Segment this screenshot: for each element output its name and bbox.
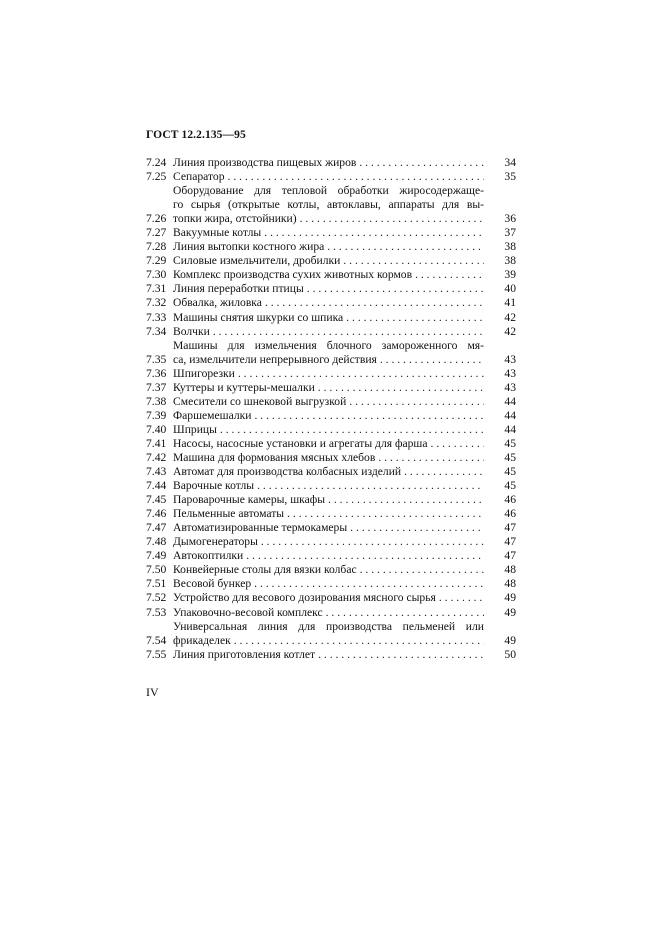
dot-leader (346, 311, 484, 325)
toc-entry-number: 7.55 (146, 647, 167, 661)
toc-entry-number: 7.52 (146, 591, 167, 605)
toc-entry (146, 437, 516, 451)
toc-entry-title: Фаршемешалки (173, 408, 252, 422)
toc-entry-title: Весовой бункер (173, 577, 252, 591)
toc-entry-number: 7.47 (146, 521, 167, 535)
toc-entry-number: 7.32 (146, 296, 167, 310)
toc-entry-number: 7.46 (146, 507, 167, 521)
toc-entry-number: 7.48 (146, 535, 167, 549)
toc-entry-title: топки жира, отстойники) (173, 212, 297, 226)
toc-entry-number: 7.24 (146, 156, 167, 169)
toc-entry (146, 170, 516, 184)
toc-entry (146, 521, 516, 535)
toc-entry-title: са, измельчители непрерывного действия (173, 352, 377, 366)
dot-leader (378, 451, 484, 465)
dot-leader (238, 367, 484, 381)
toc-entry (146, 479, 516, 493)
toc-entry-title: Пароварочные камеры, шкафы (173, 493, 326, 507)
toc-entry-page: 46 (504, 493, 516, 507)
toc-entry-number: 7.27 (146, 226, 167, 240)
toc-entry-page: 47 (504, 535, 516, 549)
toc-entry-title: Конвейерные столы для вязки колбас (173, 563, 357, 577)
toc-entry-title: Машина для формования мясных хлебов (173, 450, 376, 464)
toc-entry-number: 7.43 (146, 465, 167, 479)
toc-entry-number: 7.26 (146, 212, 167, 226)
toc-entry-page: 43 (504, 366, 516, 380)
toc-entry-page: 44 (504, 394, 516, 408)
toc-entry (146, 648, 516, 662)
toc-entry-page: 36 (504, 212, 516, 226)
toc-entry-number: 7.44 (146, 479, 167, 493)
toc-entry-page: 45 (504, 436, 516, 450)
dot-leader (228, 170, 484, 184)
toc-entry-title: Дымогенераторы (173, 535, 258, 549)
dot-leader (349, 395, 484, 409)
toc-entry-page: 45 (504, 450, 516, 464)
toc-entry (146, 254, 516, 268)
toc-entry-title: Силовые измельчители, дробилки (173, 254, 341, 268)
toc-entry-page: 38 (504, 254, 516, 268)
dot-leader (254, 409, 484, 423)
toc-entry-number: 7.37 (146, 380, 167, 394)
toc-entry-title: Устройство для весового дозирования мясного сырья (173, 591, 436, 605)
toc-entry (146, 620, 516, 648)
dot-leader (213, 325, 484, 339)
table-of-contents (146, 156, 516, 662)
toc-entry-page: 37 (504, 226, 516, 240)
dot-leader (343, 254, 484, 268)
toc-entry-title: Варочные котлы (173, 479, 255, 493)
toc-entry-page: 48 (504, 563, 516, 577)
toc-entry-page: 49 (504, 633, 516, 647)
toc-entry (146, 325, 516, 339)
toc-entry-number: 7.38 (146, 394, 167, 408)
dot-leader (254, 577, 484, 591)
toc-entry-title: Шпигорезки (173, 366, 235, 380)
dot-leader (264, 226, 484, 240)
dot-leader (220, 423, 484, 437)
toc-entry (146, 409, 516, 423)
toc-entry-title: Машины для измельчения блочного замороженного мя- (173, 338, 484, 352)
dot-leader (431, 437, 484, 451)
toc-entry (146, 311, 516, 325)
toc-entry-page: 44 (504, 408, 516, 422)
toc-entry (146, 381, 516, 395)
toc-entry (146, 563, 516, 577)
toc-entry (146, 156, 516, 170)
toc-entry-number: 7.35 (146, 352, 167, 366)
dot-leader (261, 535, 484, 549)
dot-leader (439, 591, 484, 605)
toc-entry (146, 240, 516, 254)
dot-leader (326, 606, 484, 620)
toc-entry-number: 7.45 (146, 493, 167, 507)
toc-entry (146, 606, 516, 620)
toc-entry (146, 296, 516, 310)
toc-entry-page: 44 (504, 422, 516, 436)
toc-entry-page: 42 (504, 310, 516, 324)
toc-entry-number: 7.53 (146, 605, 167, 619)
dot-leader (265, 296, 484, 310)
toc-entry-title: Куттеры и куттеры-мешалки (173, 380, 315, 394)
dot-leader (327, 240, 484, 254)
toc-entry (146, 282, 516, 296)
toc-entry-number: 7.29 (146, 254, 167, 268)
dot-leader (287, 507, 484, 521)
toc-entry-title: Упаковочно-весовой комплекс (173, 605, 323, 619)
toc-entry-number: 7.33 (146, 310, 167, 324)
toc-entry-number: 7.42 (146, 450, 167, 464)
toc-entry-title: Универсальная линия для производства пельменей или (173, 619, 484, 633)
toc-entry-number: 7.51 (146, 577, 167, 591)
toc-entry-page: 38 (504, 240, 516, 254)
toc-entry (146, 549, 516, 563)
toc-entry (146, 268, 516, 282)
toc-entry (146, 451, 516, 465)
toc-entry (146, 535, 516, 549)
toc-entry-title: Оборудование для тепловой обработки жиросодержаще- (173, 184, 484, 198)
toc-entry-title: Шприцы (173, 422, 217, 436)
toc-entry (146, 465, 516, 479)
toc-entry-number: 7.28 (146, 240, 167, 254)
toc-entry-title: Линия вытопки костного жира (173, 240, 325, 254)
toc-entry-page: 40 (504, 282, 516, 296)
toc-entry-title: Насосы, насосные установки и агрегаты для фарша (173, 436, 428, 450)
toc-entry-number: 7.41 (146, 436, 167, 450)
toc-entry-number: 7.39 (146, 408, 167, 422)
toc-entry-page: 42 (504, 324, 516, 338)
toc-entry-number: 7.54 (146, 633, 167, 647)
toc-entry (146, 577, 516, 591)
toc-entry-number: 7.50 (146, 563, 167, 577)
toc-entry-page: 35 (504, 170, 516, 184)
toc-entry (146, 367, 516, 381)
dot-leader (234, 634, 484, 648)
dot-leader (246, 549, 484, 563)
toc-entry-title: Комплекс производства сухих животных кормов (173, 268, 413, 282)
toc-entry (146, 591, 516, 605)
dot-leader (318, 648, 484, 662)
toc-entry-number: 7.40 (146, 422, 167, 436)
toc-entry-page: 39 (504, 268, 516, 282)
toc-entry-title: Пельменные автоматы (173, 507, 285, 521)
page-number: IV (146, 685, 159, 699)
dot-leader (415, 268, 484, 282)
toc-entry (146, 493, 516, 507)
toc-entry-title: го сырья (открытые котлы, автоклавы, аппараты для вы- (173, 198, 484, 212)
toc-entry-page: 49 (504, 605, 516, 619)
toc-entry-title: Волчки (173, 324, 210, 338)
toc-entry-page: 47 (504, 521, 516, 535)
toc-entry-title: Линия переработки птицы (173, 282, 304, 296)
toc-entry-page: 47 (504, 549, 516, 563)
toc-entry-page: 43 (504, 380, 516, 394)
toc-entry-number: 7.25 (146, 170, 167, 184)
dot-leader (318, 381, 484, 395)
toc-entry-title: Автомат для производства колбасных изделий (173, 465, 402, 479)
toc-entry-number: 7.34 (146, 324, 167, 338)
toc-entry (146, 184, 516, 226)
document-header: ГОСТ 12.2.135—95 (146, 129, 246, 141)
dot-leader (360, 563, 484, 577)
toc-entry (146, 395, 516, 409)
toc-entry-number: 7.30 (146, 268, 167, 282)
toc-entry-title: Линия приготовления котлет (173, 647, 316, 661)
dot-leader (307, 282, 484, 296)
toc-entry-title: Смесители со шнековой выгрузкой (173, 394, 347, 408)
toc-entry (146, 226, 516, 240)
toc-entry-number: 7.36 (146, 366, 167, 380)
toc-entry-page: 48 (504, 577, 516, 591)
dot-leader (257, 479, 484, 493)
toc-entry-page: 41 (504, 296, 516, 310)
toc-entry-page: 46 (504, 507, 516, 521)
dot-leader (359, 156, 484, 170)
toc-entry-title: Автокоптилки (173, 549, 244, 563)
toc-entry-number: 7.31 (146, 282, 167, 296)
toc-entry-page: 43 (504, 352, 516, 366)
dot-leader (404, 465, 484, 479)
toc-entry-title: Обвалка, жиловка (173, 296, 262, 310)
toc-entry-page: 45 (504, 479, 516, 493)
toc-entry-page: 45 (504, 465, 516, 479)
toc-entry-title: Сепаратор (173, 170, 225, 184)
toc-entry-page: 50 (504, 647, 516, 661)
toc-entry (146, 423, 516, 437)
toc-entry-title: фрикаделек (173, 633, 231, 647)
toc-entry (146, 339, 516, 367)
dot-leader (328, 493, 484, 507)
toc-entry-title: Вакуумные котлы (173, 226, 262, 240)
dot-leader (300, 212, 484, 226)
dot-leader (380, 353, 484, 367)
dot-leader (350, 521, 484, 535)
toc-entry-title: Линия производства пищевых жиров (173, 156, 357, 169)
toc-entry-page: 49 (504, 591, 516, 605)
toc-entry-title: Автоматизированные термокамеры (173, 521, 348, 535)
toc-entry (146, 507, 516, 521)
toc-entry-title: Машины снятия шкурки со шпика (173, 310, 344, 324)
toc-entry-page: 34 (504, 156, 516, 169)
toc-entry-number: 7.49 (146, 549, 167, 563)
